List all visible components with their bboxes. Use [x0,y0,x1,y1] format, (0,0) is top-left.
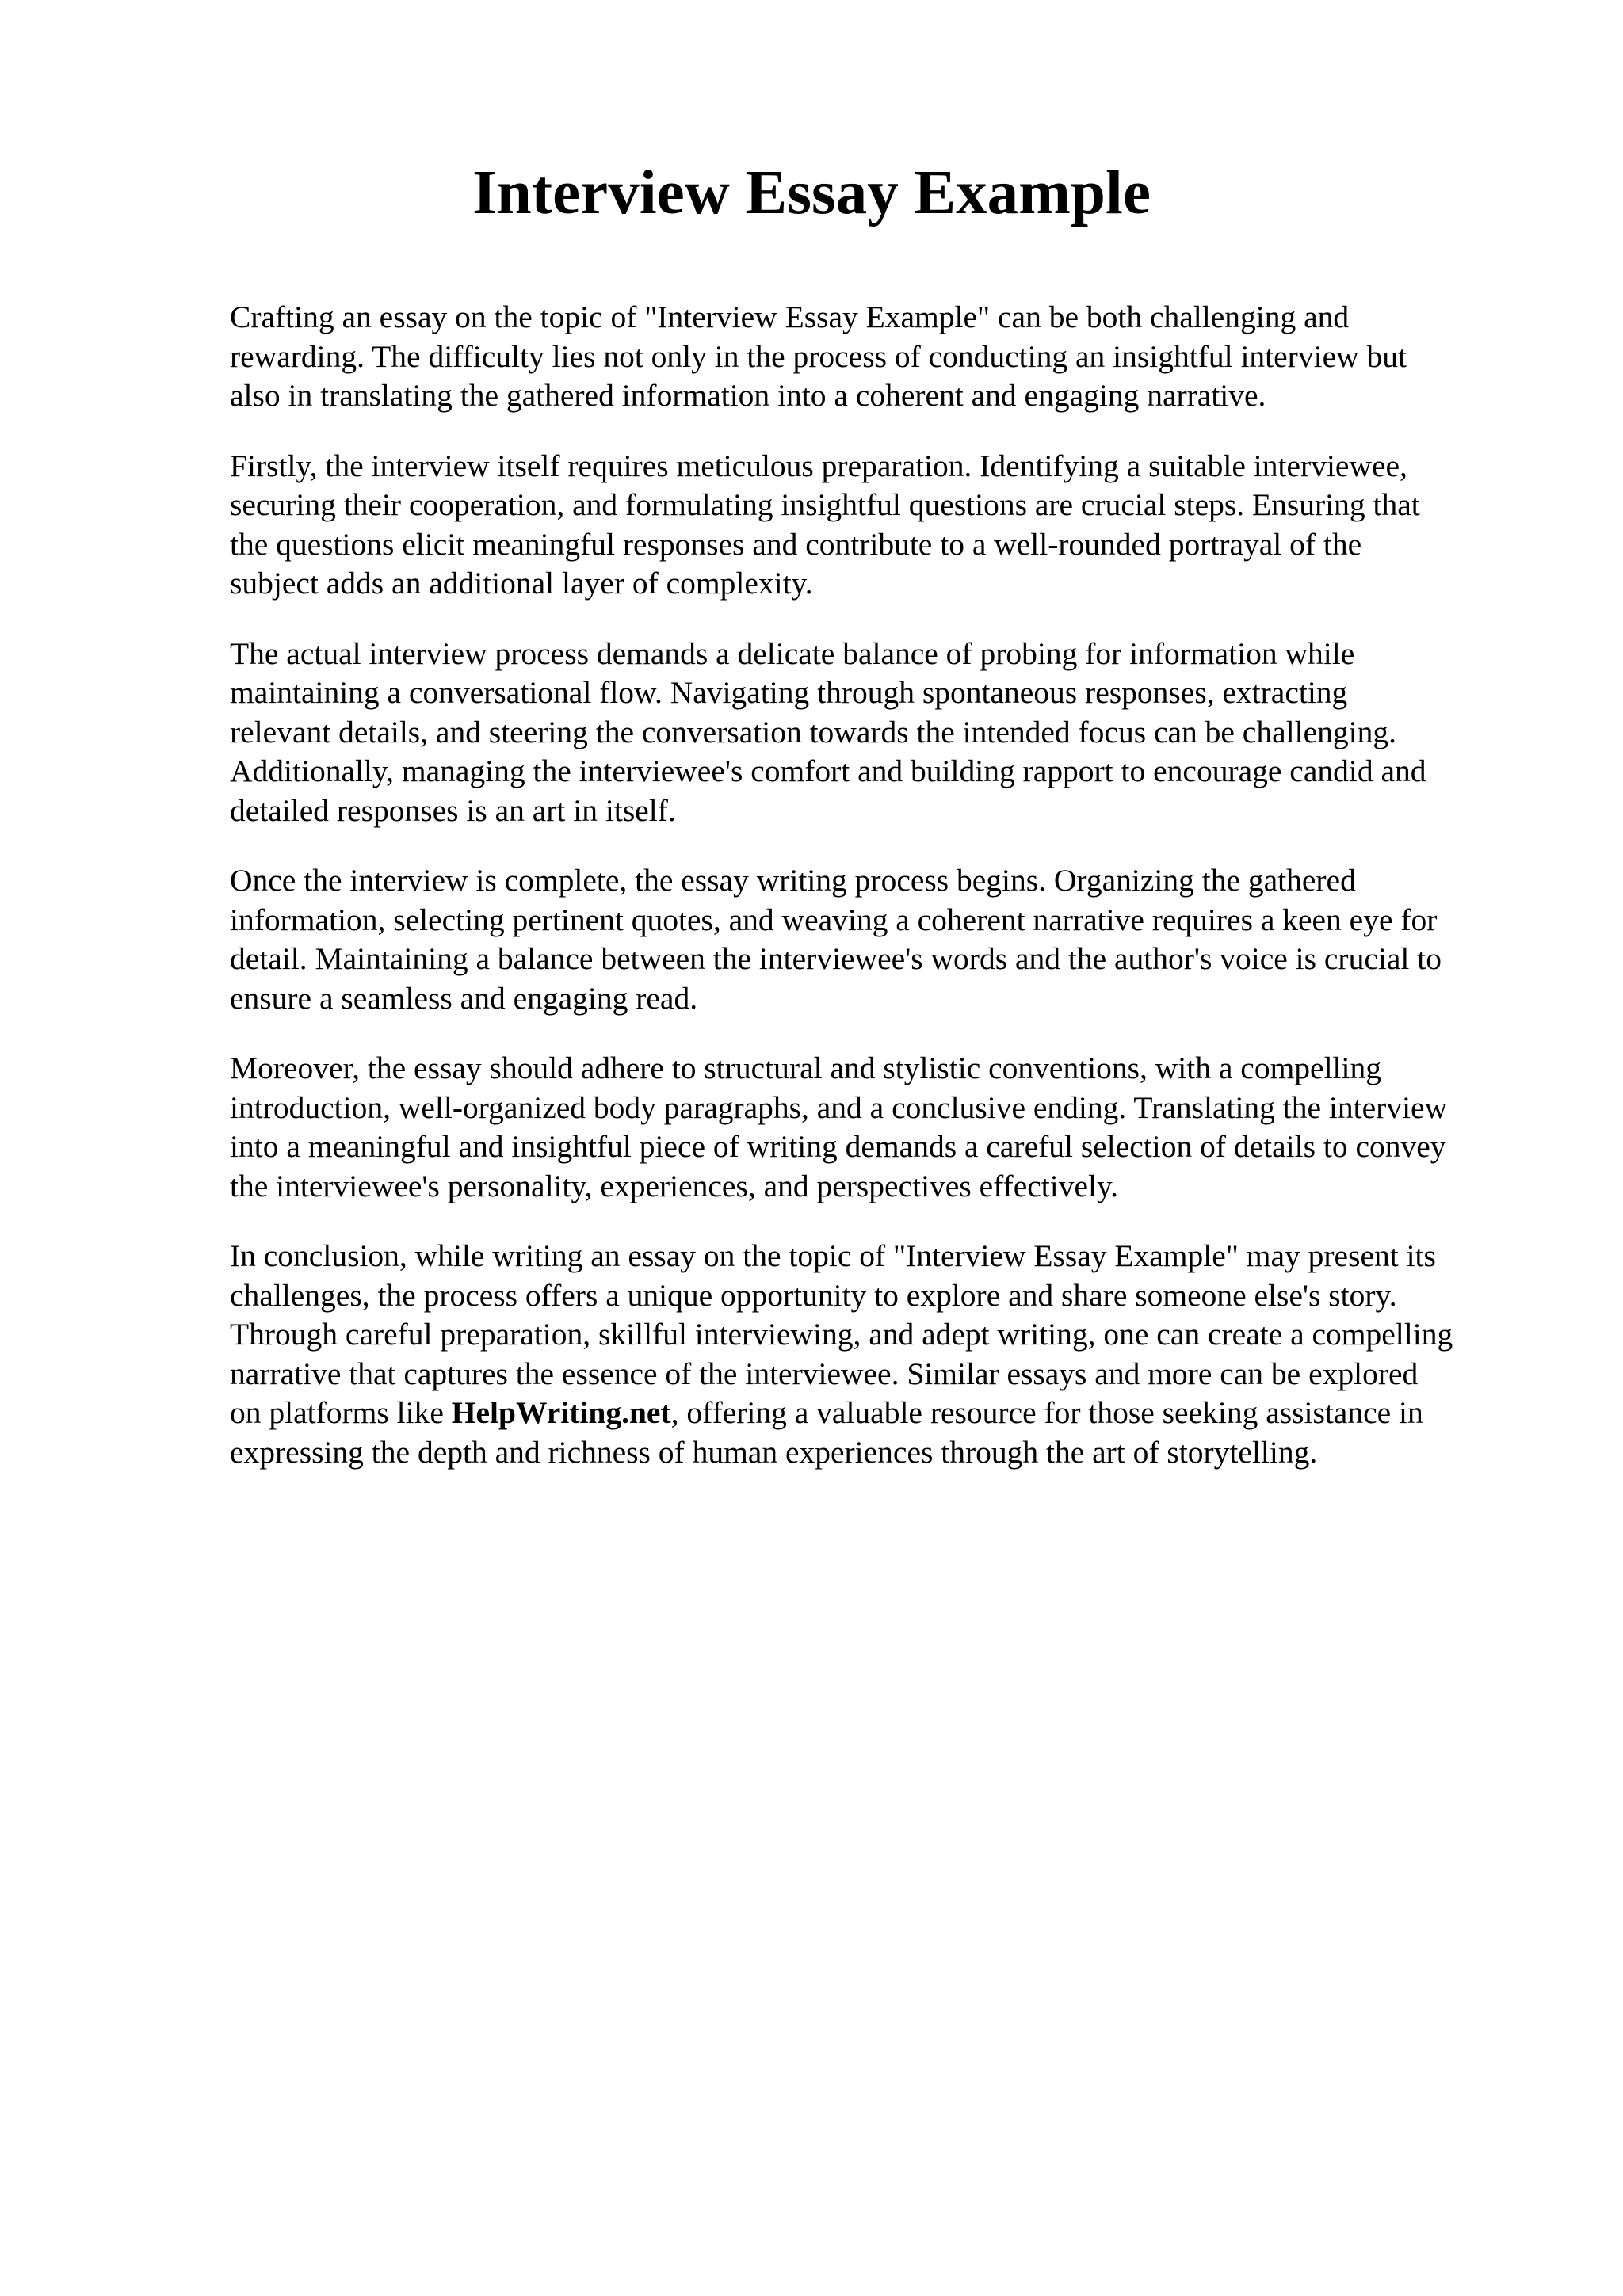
paragraph-line: the questions elicit meaningful responses and contribute to a well-rounded portrayal of the [230,526,1362,562]
paragraph-line: detailed responses is an art in itself. [230,792,676,828]
paragraph-line: The actual interview process demands a delicate balance of probing for information while [230,635,1355,671]
paragraph-line: introduction, well-organized body paragraphs, and a conclusive ending. Translating the interview [230,1089,1448,1125]
paragraph-line: ensure a seamless and engaging read. [230,980,698,1016]
paragraph-line: challenges, the process offers a unique opportunity to explore and share someone else's story. [230,1277,1397,1313]
paragraph-line: into a meaningful and insightful piece of writing demands a careful selection of details to convey [230,1129,1446,1164]
paragraph-6 [230,1237,1514,1472]
paragraph-line: relevant details, and steering the conversation towards the intended focus can be challenging. [230,714,1396,749]
paragraph-line: also in translating the gathered information into a coherent and engaging narrative. [230,378,1266,413]
paragraph-line: Through careful preparation, skillful interviewing, and adept writing, one can create a compelling [230,1317,1453,1352]
page-title: Interview Essay Example [472,158,1151,227]
paragraph-line: maintaining a conversational flow. Navigating through spontaneous responses, extracting [230,675,1348,710]
paragraph-line: narrative that captures the essence of the interviewee. Similar essays and more can be explored [230,1356,1419,1391]
paragraph-line: the interviewee's personality, experiences, and perspectives effectively. [230,1168,1119,1203]
paragraph-line: information, selecting pertinent quotes, and weaving a coherent narrative requires a keen eye for [230,902,1438,937]
paragraph-line: In conclusion, while writing an essay on the topic of "Interview Essay Example" may present its [230,1238,1436,1273]
paragraph-line: securing their cooperation, and formulating insightful questions are crucial steps. Ensuring that [230,487,1420,522]
paragraph-4 [230,861,1514,1018]
paragraph-line: Moreover, the essay should adhere to structural and stylistic conventions, with a compelling [230,1051,1381,1085]
paragraph-2 [230,447,1514,604]
paragraph-line-with-link [230,1394,1514,1433]
paragraph-line: Once the interview is complete, the essay writing process begins. Organizing the gathered [230,863,1356,898]
link-trail-text: , offering a valuable resource for those seeking assistance in [670,1395,1423,1430]
paragraph-5 [230,1049,1514,1206]
paragraph-1 [230,298,1514,416]
paragraph-line: rewarding. The difficulty lies not only in the process of conducting an insightful interview but [230,338,1407,374]
paragraph-line: Firstly, the interview itself requires meticulous preparation. Identifying a suitable interviewee, [230,448,1407,483]
paragraph-line: expressing the depth and richness of human experiences through the art of storytelling. [230,1434,1318,1470]
helpwriting-link[interactable]: HelpWriting.net [451,1395,671,1430]
link-lead-text: on platforms like [230,1395,452,1430]
paragraph-line: Additionally, managing the interviewee's comfort and building rapport to encourage candid and [230,753,1426,788]
paragraph-line: detail. Maintaining a balance between the interviewee's words and the author's voice is crucial to [230,941,1442,976]
paragraph-line: subject adds an additional layer of complexity. [230,566,813,601]
paragraph-3 [230,635,1514,831]
essay-body [230,298,1514,1503]
paragraph-line: Crafting an essay on the topic of "Interview Essay Example" can be both challenging and [230,299,1350,334]
